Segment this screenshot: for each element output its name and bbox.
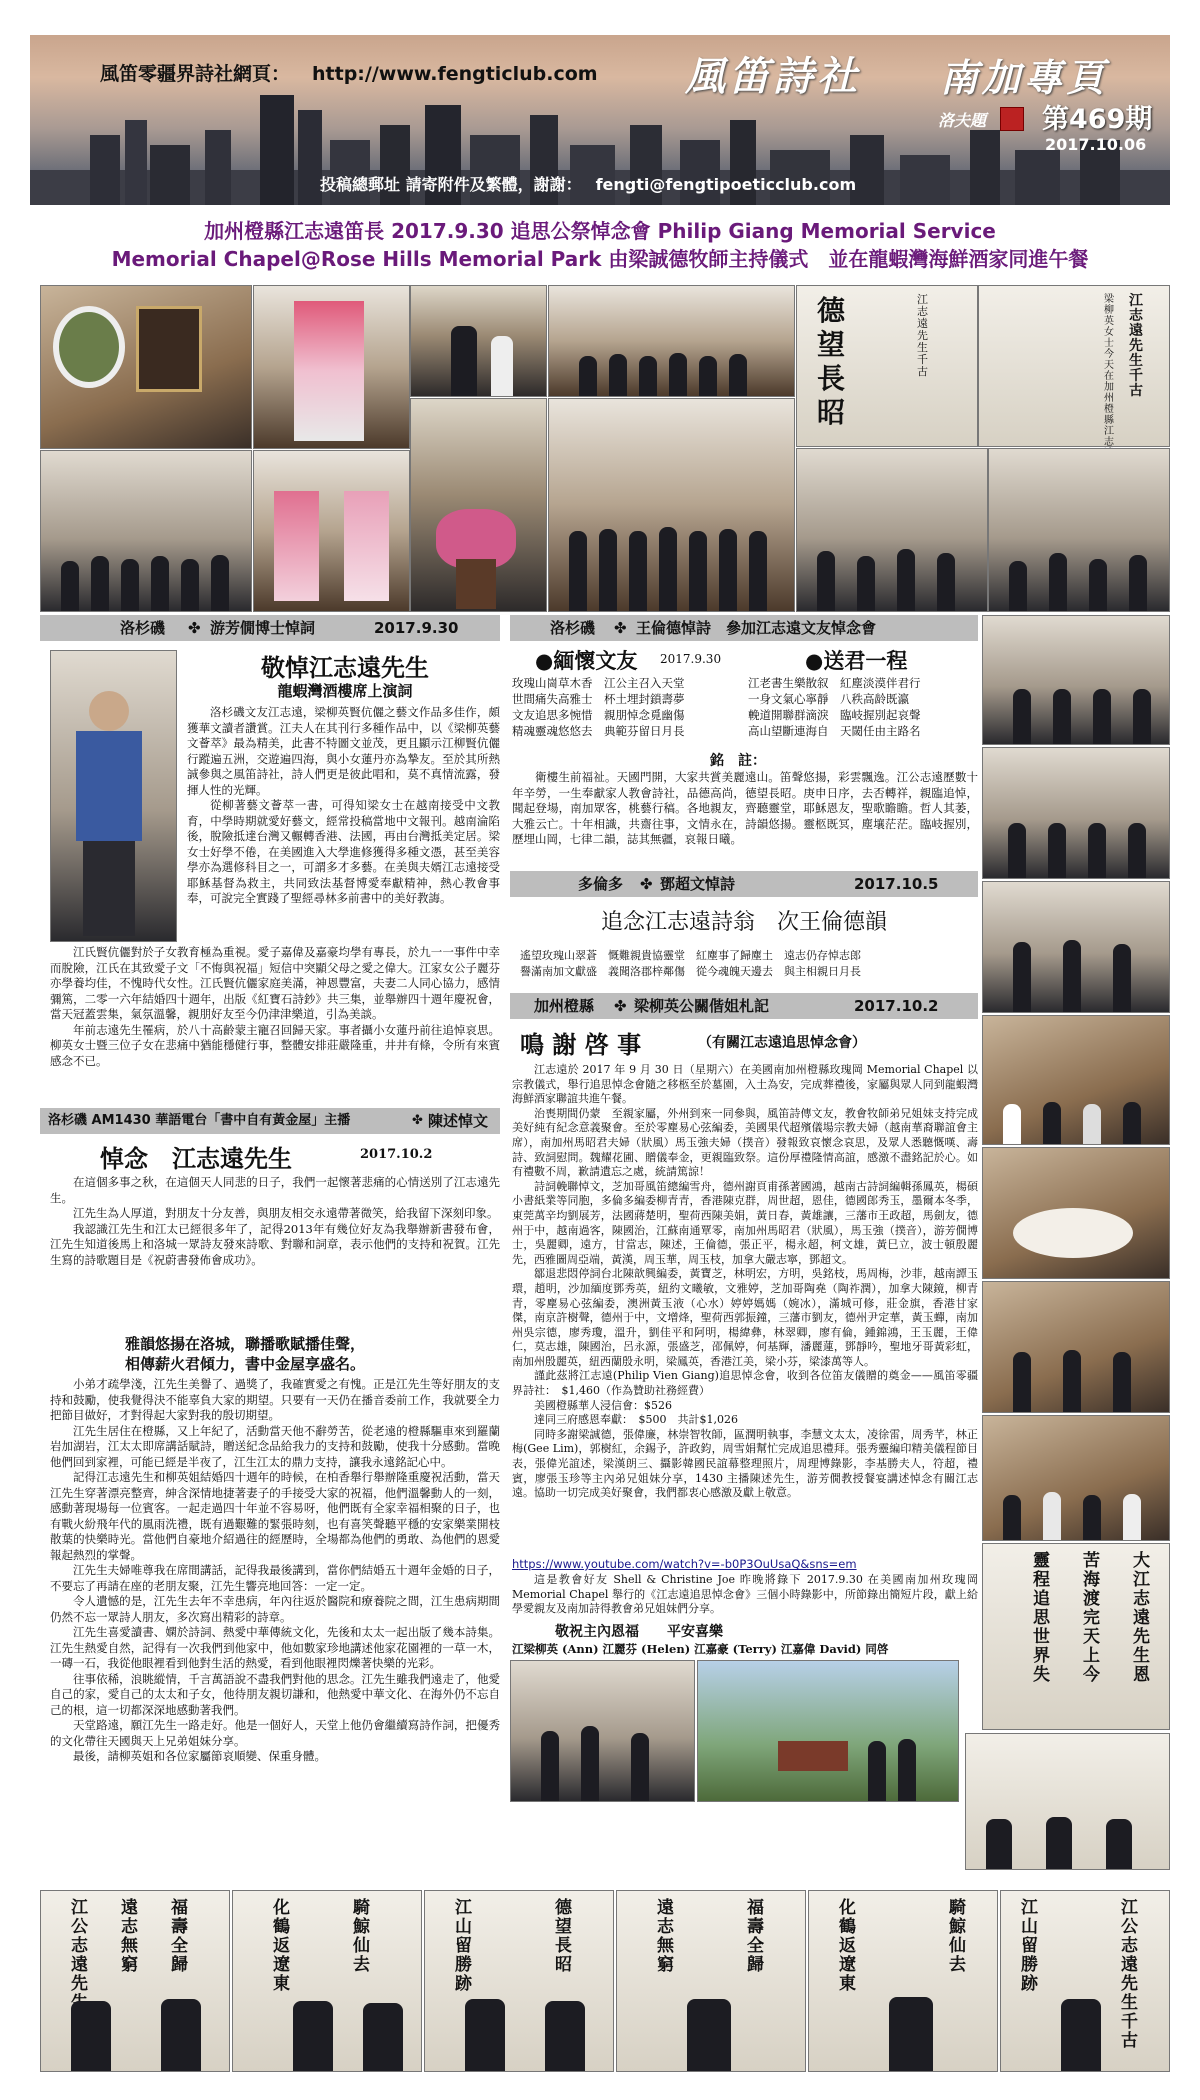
thanks-notice-note: （有關江志遠追思悼念會） <box>698 1035 866 1051</box>
eulogy-body-2: 江氏賢伉儷對於子女教育極為重視。愛子嘉偉及嘉豪均學有專長，於九一一事件中幸而脫險，江氏在其致愛子文「不悔與祝福」短信中突顯父母之愛之偉大。江家女公子麗芬亦學養均佳，不愧時代女性。江氏賢伉儷家庭美滿，神恩豐富，夫妻二人同心協力，感情彌篤，二零一六年結婚四十週年，出版《紅寶石詩鈔》共三集，並舉辦四十週年慶祝會，當天冠蓋雲集，氣氛溫馨，親朋好友至今仍津津樂道，引為美談。 年前志遠先生罹病，於八十高齡蒙主寵召回歸天家。事者攝小女蓮丹前往追悼哀思。柳英女士暨三位子女在悲痛中猶能穩健行事，整體安排莊嚴隆重，井井有條，令所有來賓感念不已。 <box>50 945 500 1068</box>
photo-scrolls-man-5: 化鶴返遼東 騎鯨仙去 <box>808 1890 998 2072</box>
photo-memorial-banner: 江志遠先生千古 梁柳英女士今天在加州橙縣江志 <box>978 285 1170 447</box>
photo-choir-wide <box>548 398 795 612</box>
youtube-video-link[interactable]: https://www.youtube.com/watch?v=-b0P3OuUsaQ&sns=em <box>512 1557 857 1571</box>
eulogy-body-1: 洛杉磯文友江志遠，梁柳英賢伉儷之藝文作品多佳作，頗獲華文讀者讚賞。江夫人在其刊行多種作品中，以《梁柳英藝文薈萃》最為精美，此書不特圖文並茂，更且顯示江柳賢伉儷行蹤遍五洲，交遊遍四海，與小女蓮丹亦為摯友。至於其所熱誠參與之風笛詩社，詩人們更是彼此唱和，莫不真情流露，發揮人性的光輝。 從柳著藝文薈萃一書，可得知梁女士在越南接受中文教育，中學時期就愛好藝文，經常投稿當地中文報刊。越南淪陷後，脫險抵達台灣又輾轉香港、法國，再由台灣抵美定居。梁女士好學不倦，在美國進入大學進修獲得多種文憑，甚至美容學亦為選修科目之一，可謂多才多藝。在美與夫婿江志遠接受耶穌基督為救主，共同致法基督博愛奉獻精神，熱心教會事奉，可說完全實踐了聖經尋林多前書中的美好教誨。 <box>187 705 500 905</box>
poem-a-lines: 玫瑰山崗草木香 江公主召入天堂 世間痛失高雅士 杯土埋封鎖壽夢 文友追思多惋惜 親朋悼念覓幽傷 精魂靈魂悠悠去 典範芬留日月長 <box>512 676 685 738</box>
photo-congregation-1 <box>796 448 988 612</box>
chen-eulogy-body-2: 小弟才疏學淺，江先生美譽了、過獎了，我確實愛之有愧。正是江先生等好朋友的支持和鼓勵，使我覺得決不能辜負大家的期望。只要有一天仍在播音委前工作，我就要全力把節目做好，才對得起大家對我的殷切期望。 江先生居住在橙縣，又上年紀了，活動當天他不辭勞苦，從老遠的橙縣驅車來到羅蘭岩加湖岩，江太太即席講話賦詩，贈送紀念品給我力的支持和鼓勵，使我十分感動。當晚他們回到家裡，可能已經是半夜了，江生江太的鼎力支持，讓我永遠銘記心中。 記得江志遠先生和柳英姐結婚四十週年的時候，在柏香舉行舉辦隆重慶祝活動，當天江先生穿著漂亮整齊，紳含深情地捷著妻子的手接受大家的祝福，他們溫馨動人的一刻，感動著現場每一位賓客。一起走過四十年並不容易呀，他們既有全家幸福相聚的日子，也有戰火紛飛年代的風雨洗禮，既有過艱難的緊張時刻，也有喜笑聲聽平穩的安家樂業開枝散葉的快樂時光。當他們自豪地介紹過往的經歷時，全場都為他們的勇敢、為他們的恩愛報起熱烈的掌聲。 江先生夫婦唯尊我在席間講話，記得我最後講到，當你們結婚五十週年金婚的日子，不要忘了再請在座的老朋友聚，江先生響亮地回答：一定一定。 令人遺憾的是，江先生去年不幸患病，年內往返於醫院和療養院之間，江生患病期間仍然不忘一眾詩人朋友，多次寫出精彩的詩章。 江先生喜愛讀書、嫻於詩詞、熱愛中華傳統文化，先後和太太一起出版了幾本詩集。江先生熱愛自然，記得有一次我們到他家中，他如數家珍地講述他家花園裡的一草一木，一磚一石，我從他眼裡看到他對生活的熱愛，看到他眼裡閃爍著快樂的光彩。 往事依稀，浪眺縱情，千言萬語說不盡我們對他的思念。江先生雖我們遠走了，他愛自己的家，愛自己的太太和子女，他待朋友親切謙和，他熱愛中華文化、在海外仍不忘自己的根，這一切都深深地感動著我們。 天堂路遠，願江先生一路走好。他是一個好人，天堂上他仍會繼續寫詩作詞，把優秀的文化帶往天國與天上兄弟姐妹分享。 最後，請柳英姐和各位家屬節哀順變、保重身體。 <box>50 1377 500 1763</box>
photo-speaker-microphone <box>50 650 177 942</box>
photo-calligraphy-scrolls: 大江志遠先生恩 苦海渡完天上今 靈程追思世界失 <box>982 1543 1170 1730</box>
family-signers: 江梁柳英 (Ann) 江麗芬 (Helen) 江嘉豪 (Terry) 江嘉偉 David) 同啓 <box>512 1642 889 1656</box>
chen-eulogy-body-1: 在這個多事之秋，在這個天人同悲的日子，我們一起懷著悲痛的心情送別了江志遠先生。 江先生為人厚道，對朋友十分友善，與朋友相交永遠帶著微笑，給我留下深刻印象。 我認識江先生和江太已經很多年了，記得2013年有幾位好友為我舉辦新書發布會，江先生知道後馬上和洛城一眾詩友發來詩歌、對聯和詞章，表示他們的支持和祝賀。江先生寫的詩歌題目是《祝蔚書發佈會成功》。 <box>50 1175 500 1267</box>
deng-poem-lines: 遙望玫瑰山翠蒼 慨難親貴協靈堂 紅塵事了歸塵土 遠志仍存悼志郎 譽滿南加文獻盛 義聞洛郡梓鄰傷 從今魂魄天邊去 與主相親日月長 <box>520 949 861 978</box>
section-bar-wang-poems: 洛杉磯 ✤ 王倫德悼詩 參加江志遠文友悼念會 <box>510 615 978 641</box>
photo-calligraphy-plaque: 德望長昭 江志遠先生千古 <box>796 285 978 447</box>
submission-email: 投稿總郵址 請寄附件及繁體，謝謝： fengti@fengtipoeticclub.com <box>320 175 857 194</box>
issue-number: 第469期 <box>1042 104 1153 135</box>
closing-blessing: 敬祝主內恩福 平安喜樂 <box>555 1624 723 1640</box>
section-bar-eulogy-you: 洛杉磯 ✤ 游芳僩博士悼詞 2017.9.30 <box>40 615 500 641</box>
photo-luncheon-1 <box>982 1015 1170 1145</box>
chen-eulogy-date: 2017.10.2 <box>360 1147 433 1162</box>
photo-guests-3 <box>982 881 1170 1013</box>
photo-scrolls-man-4: 遠志無窮 福壽全歸 <box>616 1890 806 2072</box>
couplet-line-2: 相傳薪火君傾力，書中金屋享盛名。 <box>125 1355 366 1373</box>
photo-congregation-2 <box>988 448 1170 612</box>
couplet-line-1: 雅韻悠揚在洛城，聯播歌賦播佳聲， <box>125 1335 366 1353</box>
note-text: 衛樓生前福祉。天國門開，大家共賞美麗遠山。笛聲悠揚，彩雲飄逸。江公志遠歷數十年辛勞，一生奉獻家人教會詩社，品德高尚，德望長昭。庚申日序，去否轉祥，親臨追悼，聞起登場，南加眾客，桃藝行稿。各地親友，齊聽靈堂，耶穌恩友，聖歌瞻瞻。哲人其萎，大雅云亡。十年相識，共齋往事，文情永在，詩韻悠揚。靈柩既冥，塵壤茫茫。臨岐握別，歷埋山岡，七律二韻，誌其無疆，哀報日曦。 <box>512 770 978 846</box>
photo-flowers-aisle <box>253 450 410 612</box>
photo-scrolls-man-6: 江山留勝跡 江公志遠先生千古 <box>1000 1890 1170 2072</box>
chen-eulogy-title: 悼念 江志遠先生 <box>100 1144 292 1173</box>
site-label: 風笛零疆界詩社網頁： http://www.fengticlub.com <box>100 63 598 85</box>
section-bar-deng-poem: 多倫多 ✤ 鄧超文悼詩 2017.10.5 <box>510 871 978 897</box>
brand-subtitle: 南加專頁 <box>940 55 1109 100</box>
section-bar-eulogy-chen: 洛杉磯 AM1430 華語電台「書中自有黃金屋」主播 ✤ 陳述悼文 <box>40 1108 500 1134</box>
photo-scrolls-man-1: 江公志遠先 遠志無窮 福壽全歸 <box>40 1890 230 2072</box>
video-description: 這是教會好友 Shell & Christine Joe 昨晚將錄下 2017.9.30 在美國南加州玫瑰岡 Memorial Chapel 舉行的《江志遠追思悼念會》三個小時錄影中，所節錄出簡短片段，獻上給學愛親友及南加詩得教會弟兄姐妹們分享。 <box>512 1573 978 1616</box>
headline-line-1: 加州橙縣江志遠笛長 2017.9.30 追思公祭悼念會 Philip Giang Memorial Service <box>204 219 996 243</box>
photo-scrolls-men-right <box>965 1733 1170 1870</box>
poem-b-lines: 江老書生樂散叙 紅塵淡漠伴君行 一身文氣心寧靜 八秩高龄既瀛 輓道開聯群滴淚 臨岐握別起哀聲 高山望斷連海自 天閾任由主路名 <box>748 676 921 738</box>
eulogy-title: 敬悼江志遠先生 <box>261 653 429 682</box>
poem-b-title: ●送君一程 <box>805 648 908 673</box>
poem-a-title: ●緬懷文友 <box>535 648 638 673</box>
eulogy-subtitle: 龍蝦灣酒樓席上演詞 <box>277 682 413 700</box>
newsletter-page <box>30 35 1170 2075</box>
editor-signature: 洛夫題 <box>938 111 987 130</box>
photo-guests-1 <box>982 615 1170 745</box>
site-url-link[interactable]: http://www.fengticlub.com <box>312 63 598 85</box>
photo-scrolls-man-3: 江山留勝跡 德望長昭 <box>424 1890 614 2072</box>
photo-luncheon-4 <box>982 1415 1170 1541</box>
photo-burial-garden <box>697 1660 959 1802</box>
photo-speaker-podium <box>410 285 547 397</box>
section-bar-liang-notes: 加州橙縣 ✤ 梁柳英公關偕姐札記 2017.10.2 <box>510 993 978 1019</box>
photo-memorial-table <box>510 1660 695 1802</box>
header-banner <box>30 35 1170 205</box>
photo-lectern-flowers <box>410 398 547 612</box>
photo-family-row <box>40 450 252 612</box>
note-title: 銘 註： <box>710 753 766 769</box>
photo-scrolls-man-2: 化鶴返遼東 騎鯨仙去 <box>232 1890 422 2072</box>
brand-title: 風笛詩社 <box>685 53 861 100</box>
photo-luncheon-3 <box>982 1281 1170 1413</box>
poem-a-date: 2017.9.30 <box>660 652 722 666</box>
deng-poem-title: 追念江志遠詩翁 次王倫德韻 <box>600 910 887 935</box>
photo-wreath-portrait <box>40 285 252 449</box>
email-link[interactable]: fengti@fengtipoeticclub.com <box>595 175 857 194</box>
seal-stamp-icon <box>1000 107 1024 131</box>
issue-date: 2017.10.06 <box>1045 135 1147 154</box>
headline-line-2: Memorial Chapel@Rose Hills Memorial Park 由梁誠德牧師主持儀式 並在龍蝦灣海鮮酒家同進午餐 <box>111 247 1089 271</box>
photo-flower-stand <box>253 285 410 449</box>
thanks-notice-title: 鳴 謝 啓 事 <box>520 1030 642 1059</box>
photo-choir <box>548 285 795 397</box>
photo-guests-2 <box>982 747 1170 879</box>
thanks-notice-body: 江志遠於 2017 年 9 月 30 日（星期六）在美國南加州橙縣玫瑰岡 Memorial Chapel 以宗教儀式，舉行追思悼念會隨之移柩至於墓園，入土為安，完成葬禮後，家屬與眾人同到龍蝦灣海鮮酒家聯誼共進午餐。 治喪期間仍蒙 至親家屬，外州到來一同參與，風笛詩傳文友，教會牧師弟兄姐妹支持完成美好純有紀念意義聚會。至於零塵易心弦編委，美國果代超殯儀場宗教夫婦（越南華裔聯誼會主席），南加州馬昭君夫婦（狀風）馬玉強夫婦（撲音）發報致哀懷念哀思，及眾人悉聽慨嘆、壽詩、致詞慰問。魏耀花圃、贈儀奉金，更親臨致祭。這份厚禮隆情高誼，感激不盡銘記於心。如有禮數不周，歉請遺忘之處，統請篤諒！ 詩詞輓聯悼文，芝加哥風笛總編雪舟，德州謝頁甫孫著國鴻，越南古詩詞編輯孫鳳英，楊碩小書紙業等同胞，多倫多編委柳青青，香港陳克群，周世超，恩佳，德國郎秀玉，墨爾本冬季，東莞萬辛均劉展芳，法國蔣楚明，聖荷西陳美娟，黃日春，黃雄讓，三藩市王政超，馬劍友，德州于中，越南過客，陳國治，江蘇南通覃零，南加州馬昭君（狀風），馬玉強（撲音），游芳僩博士，吳麗卿，遠方，甘當志，陳述，王倫德，張正平，楊永超，柯文雄，黃巳立，波士頓殷麗先，西雅圖周亞端，黃漢，周玉華，周玉枝，加拿大嚴志寧，鄧超文。 鄒退悲悶停詞台北陳歆興編委，黃寶芝，林明宏，方明，吳銘枝，馬周梅，沙菲，越南譚玉環，趙明，沙加緬度鄧秀英，紐約文曦敏，文雅婷，芝加哥陶堯（陶祚潤），加拿大陳鏡，柳青青，零塵易心弦編委，澳洲黃玉液（心水）婷婷媽媽（婉冰），滿城可修，莊金旗，香港甘家傑，南京許樹聲，德州于中，文增烽，聖荷西郭振鐘，三藩市劉友，德州尹定華，黃玉蟬，南加州吳宗德，廖秀瓊，溫升，劉佳平和阿明，楊緯彝，林翠卿，廖有倫，鍾錦鴻，王玉麗，王偉仁，莫志雄，陳國治，呂永源，張盛芝，邵佩婷，何基輝，潘麗蓮，鄧靜吟，聖地牙哥黃彩虹，南加州殷麗英，紐西蘭殷永明，梁鳳英，香港江美，梁小芬，梁漆萬等人。 謹此茲將江志遠(Philip Vien Giang)追思悼念會，收到各位笛友儀贈的奠金——風笛零疆界詩社： $1,460（作為贊助社務經費） 美國橙縣華人浸信會：$526 達同三府感恩奉獻： $500 共計$1,026 同時多謝梁誠德，張偉廉，林崇智牧師，區潤明執事，李慧文太太，凌徐雷，周秀芊，林正梅(Gee Lim)，郭樹紅，余錫予，許政鈞，周雪娟幫忙完成追思禮拜。張秀靈編印精美儀程節目表，張偉光誼述，梁漢朗三、攝影韓國民誼幕整理照片，周理博錄影，李基勝夫人，符超，禮賓，廖張玉珍等主內弟兄姐妹分享，1430 主播陳述先生，游芳僩教授餐宴講述悼念有關江志遠。協助一切完成美好聚會，我們都衷心感激及獻上敬意。 <box>512 1063 978 1500</box>
photo-luncheon-2 <box>982 1147 1170 1279</box>
